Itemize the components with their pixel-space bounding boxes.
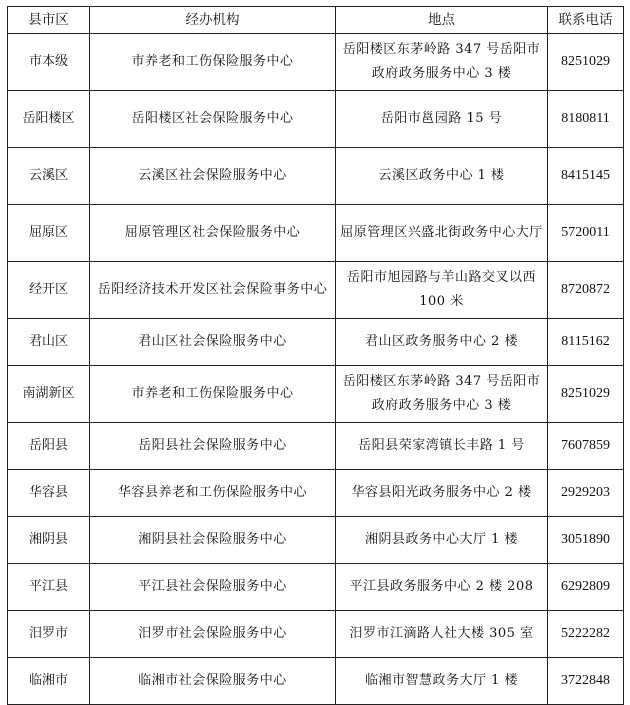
phone-cell: 8251029: [548, 34, 624, 91]
county-cell: 华容县: [8, 470, 90, 517]
org-cell: 平江县社会保险服务中心: [90, 564, 336, 611]
county-cell: 君山区: [8, 319, 90, 366]
address-cell: 云溪区政务中心 1 楼: [336, 148, 548, 205]
county-cell: 岳阳县: [8, 423, 90, 470]
phone-cell: 2929203: [548, 470, 624, 517]
phone-cell: 8720872: [548, 262, 624, 319]
header-org: 经办机构: [90, 7, 336, 34]
org-cell: 汨罗市社会保险服务中心: [90, 611, 336, 658]
org-cell: 岳阳经济技术开发区社会保险事务中心: [90, 262, 336, 319]
phone-cell: 8115162: [548, 319, 624, 366]
address-cell: 岳阳县荣家湾镇长丰路 1 号: [336, 423, 548, 470]
table-row: [8, 148, 624, 205]
phone-cell: 8251029: [548, 366, 624, 423]
table-row: [8, 423, 624, 470]
address-cell: 岳阳市邕园路 15 号: [336, 91, 548, 148]
address-cell: 岳阳楼区东茅岭路 347 号岳阳市政府政务服务中心 3 楼: [336, 366, 548, 423]
phone-cell: 8180811: [548, 91, 624, 148]
table-row: [8, 262, 624, 319]
header-county: 县市区: [8, 7, 90, 34]
org-cell: 市养老和工伤保险服务中心: [90, 366, 336, 423]
address-cell: 君山区政务服务中心 2 楼: [336, 319, 548, 366]
page: [7, 6, 624, 705]
county-cell: 平江县: [8, 564, 90, 611]
address-cell: 临湘市智慧政务大厅 1 楼: [336, 658, 548, 705]
org-cell: 岳阳楼区社会保险服务中心: [90, 91, 336, 148]
county-cell: 经开区: [8, 262, 90, 319]
phone-cell: 5222282: [548, 611, 624, 658]
county-cell: 市本级: [8, 34, 90, 91]
county-cell: 屈原区: [8, 205, 90, 262]
org-cell: 屈原管理区社会保险服务中心: [90, 205, 336, 262]
phone-cell: 6292809: [548, 564, 624, 611]
address-cell: 湘阴县政务中心大厅 1 楼: [336, 517, 548, 564]
org-cell: 岳阳县社会保险服务中心: [90, 423, 336, 470]
address-cell: 华容县阳光政务服务中心 2 楼: [336, 470, 548, 517]
table-row: [8, 470, 624, 517]
table-row: [8, 658, 624, 705]
header-row: [8, 7, 624, 34]
phone-cell: 7607859: [548, 423, 624, 470]
org-cell: 湘阴县社会保险服务中心: [90, 517, 336, 564]
county-cell: 临湘市: [8, 658, 90, 705]
phone-cell: 3722848: [548, 658, 624, 705]
county-cell: 云溪区: [8, 148, 90, 205]
org-cell: 临湘市社会保险服务中心: [90, 658, 336, 705]
address-cell: 汨罗市江滴路人社大楼 305 室: [336, 611, 548, 658]
county-cell: 湘阴县: [8, 517, 90, 564]
table-row: [8, 564, 624, 611]
org-cell: 云溪区社会保险服务中心: [90, 148, 336, 205]
social-insurance-office-table: [7, 6, 624, 705]
address-cell: 平江县政务服务中心 2 楼 208: [336, 564, 548, 611]
org-cell: 华容县养老和工伤保险服务中心: [90, 470, 336, 517]
county-cell: 汨罗市: [8, 611, 90, 658]
address-cell: 岳阳楼区东茅岭路 347 号岳阳市政府政务服务中心 3 楼: [336, 34, 548, 91]
table-row: [8, 366, 624, 423]
org-cell: 市养老和工伤保险服务中心: [90, 34, 336, 91]
table-row: [8, 205, 624, 262]
address-cell: 岳阳市旭园路与羊山路交叉以西 100 米: [336, 262, 548, 319]
org-cell: 君山区社会保险服务中心: [90, 319, 336, 366]
header-address: 地点: [336, 7, 548, 34]
table-row: [8, 611, 624, 658]
phone-cell: 3051890: [548, 517, 624, 564]
address-cell: 屈原管理区兴盛北街政务中心大厅: [336, 205, 548, 262]
phone-cell: 8415145: [548, 148, 624, 205]
table-row: [8, 517, 624, 564]
table-row: [8, 91, 624, 148]
county-cell: 岳阳楼区: [8, 91, 90, 148]
table-row: [8, 34, 624, 91]
phone-cell: 5720011: [548, 205, 624, 262]
header-phone: 联系电话: [548, 7, 624, 34]
table-row: [8, 319, 624, 366]
county-cell: 南湖新区: [8, 366, 90, 423]
